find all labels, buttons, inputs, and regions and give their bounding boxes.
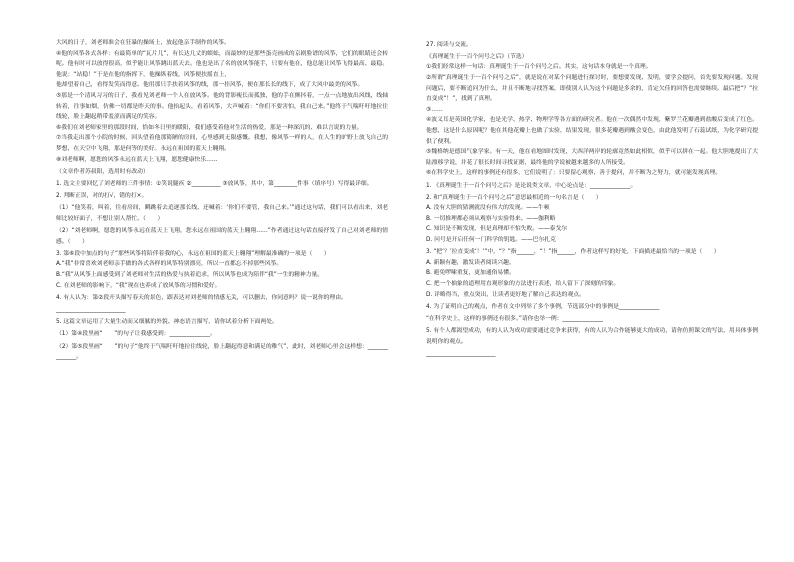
- right-option-18: D. 详略得当，重点突出，让读者更好地了解自己表达的观点。: [426, 291, 585, 298]
- right-option-10: A. 没有大胆的猜测就没有伟大的发现。——牛顿: [426, 205, 550, 212]
- right-question-14: 3. “把‘？’拉直变成‘！’”中，“？”指______，“！”指______，作者这样写的好处，下面描述最恰当的一项是（ ）: [426, 249, 720, 256]
- right-title-1: 《真理诞生于一百个问号之后》（节选）: [426, 53, 528, 60]
- right-passage-5: ④波义耳是英国化学家，也是光学、热学、物理学等各方面的研究者。他在一次偶然中发现，紫罗兰花瓣遇到盐酸后变成了红色。他想，这是什么原因呢？他在其他花瓣上也做了实验，结果发现，很多花瓣遇到酸会变色，由此他发明了石蕊试纸，为化学研究提供了便利。: [426, 117, 758, 145]
- left-question-18: 5. 这篇文章运用了大量生动而又细腻的外貌、神态语言描写，请你试着分析下面两处。: [56, 319, 278, 326]
- right-heading-0: 27. 阅读与交流。: [426, 41, 472, 48]
- left-option-14: B.“我”从风筝上面感受到了刘老师对生活的热爱与执着追求，所以风筝也成为陪伴“我”一生的精神力量。: [56, 272, 324, 279]
- left-question-8: 1. 选文主要回忆了刘老师的三件事情：①笑说腿疾 ②__________ ③放风筝，其中，第________件事（填序号）写得最详细。: [56, 180, 373, 187]
- right-passage-4: ③……: [426, 106, 443, 113]
- left-passage-3: ⑤那是一个清风习习的日子，我看见刘老师一个人在放风筝。他的背影瘦长而孤独，他的手在颤抖着，一点一点地放出风线，线轴转着，往事如烟，仿佛一切都是昨天的事。他抬起头，看着风筝，大声喊着：“你们不要害怕，我自己来。”他终于气喘吁吁地拉住线轮，脸上翻起稍带羞涩而满足的笑容。: [56, 92, 388, 121]
- left-passage-6: ⑧刘老师啊，愿您的风筝永远在蓝天上飞翔，愿您健康快乐……: [56, 156, 218, 163]
- left-source-7: （文章作者苏叔阳，选用时有改动）: [56, 168, 149, 175]
- right-question-8: 1. 《真理诞生于一百个问号之后》是论说类文章，中心论点是：______________。: [426, 182, 637, 189]
- left-question-19: （1）第④段里画“ ”的句子让我感受到：______________。: [56, 331, 216, 338]
- left-question-9: 2. 判断正误，对的打√，错的打×。: [56, 193, 148, 200]
- left-question-12: 3. 第⑥段中加点的句子“那些风筝将陪伴着我的心，永远在祖国的蓝天上翱翔”理解最准确的一项是（ ）: [56, 250, 330, 257]
- left-passage-2: 他却望着自己，看得发笑而得意。他用那只手扶着风筝的线，那一挂风筝，便在那长长的线下，成了大风中最美的风筝。: [56, 82, 364, 89]
- right-option-15: A. 新颖有趣，激发读者阅读兴趣。: [426, 259, 515, 266]
- left-passage-0: 大风的日子，刘老师准会在狂暴的操场上，放起他亲手制作的风筝。: [56, 40, 230, 46]
- left-passage-1: ④他的风筝各式各样：有最简单的“瓦片儿”，有长达几丈的蜈蚣，而最妙的是那些蛋壳画成的京剧脸谱的风筝，它们的眼睛还会转呢。他有时可以放得很高，似乎能让风筝跳出蓝天去。他也是出了名的放风筝能手，只要有他在，他总能让风筝飞得最高、最稳。他说：“站稳！”于是在他的指挥下，他操纵着线，风筝便扶摇直上，: [56, 50, 388, 78]
- left-column: [56, 38, 388, 363]
- right-option-11: B. 一切推理都必须从观察与实验得来。——伽利略: [426, 215, 556, 222]
- right-option-13: D. 问号是开启任何一门科学的钥匙。——巴尔扎克: [426, 237, 556, 244]
- left-question-20: （2）第⑤段里画“ ”的句子“他终于气喘吁吁地拉住线轮，脸上翻起得意和满足的稚气”，此时，刘老师心里会这样想：______________。: [56, 343, 388, 361]
- left-blank-17: ________________________: [56, 307, 126, 313]
- right-column: [426, 38, 758, 360]
- right-blank-22: ________________________: [426, 350, 496, 357]
- left-question-11: （2）“刘老师啊，愿您的风筝永远在蓝天上飞翔，您永远在祖国的蓝天上翱翔……”作者通过这句话直接抒发了自己对刘老师的情感。（ ）: [56, 228, 388, 245]
- right-option-17: C. 把一个抽象的道理用直观形象的方法进行表述，给人留下了深刻的印象。: [426, 281, 620, 288]
- left-passage-4: ⑥我们在刘老师家里的那段时间，恰如冬日里的暖阳，我们感受着他对生活的热爱，那是一种深沉的、难以言说的力量。: [56, 124, 363, 131]
- right-option-16: B. 避免啰嗦重复，更加通俗易懂。: [426, 270, 515, 277]
- left-passage-5: ⑦当我走出那个小院的时候，回头望着他那简陋的房间，心里感到无限感慨。我想，像风筝一样的人，在人生的旷野上放飞自己的梦想，在天空中飞翔，那是何等的美好。永远在祖国的蓝天上翱翔。: [56, 135, 388, 152]
- right-passage-7: ⑥在科学史上，这样的事例还有很多，它们说明了：只要留心观察，善于提问，并不断为之努力，就可能发现真理。: [426, 170, 722, 177]
- right-passage-2: ①我们经常这样一句话：真理诞生于一百个问号之后。其实，这句话本身就是一个真理。: [426, 64, 652, 71]
- right-passage-6: ⑤魏格纳是德国气象学家。有一天，他在看地图时发现，大西洋两岸的轮廓竟然如此相似，似乎可以拼在一起。他大胆地提出了大陆漂移学说，并花了很长时间寻找证据，最终他的学说被越来越多的人所接受。: [426, 149, 758, 166]
- right-question-20: “在科学史上，这样的事例还有很多。”请你也举一例：______________: [426, 316, 604, 322]
- left-question-16: 4. 有人认为：第②段开头描写春天的景色，跟表达对刘老师的情感无关，可以删去，你同意吗？说一说你的理由。: [56, 294, 347, 301]
- right-option-12: C. 知识是不断发现，但是真理却不怕失败。——泰戈尔: [426, 226, 568, 233]
- left-option-15: C. 在刘老师的影响下，“我”现在也养成了放风筝的习惯和爱好。: [56, 282, 221, 289]
- right-question-19: 4. 为了证明自己的观点，作者在文中列举了多个事例，节选部分中的事例是______________: [426, 303, 660, 310]
- right-passage-3: ②所谓“真理诞生于一百个问号之后”，就是说在对某个问题进行探讨时，要想要发现、发明，要学会提问，首先要发现问题。发现问题后，要不断追问为什么，并且不断地寻找答案，即使别人认为这个问题是多余的，肯定欠佳的回答也需要继续。最后把“？”拉直变成“！”，找到了真理。: [426, 74, 758, 103]
- right-question-21: 5. 有个人都渴望成功，有的人认为成功需要通过竞争来获得，有的人认为合作能够更大的成功，请你仿照课文的写法，用具体事例说明你的观点。: [426, 328, 759, 345]
- left-question-10: （1）“他笑着，叫着，往看房间，瞬跳着去追逐那长线，还喊着：‘你们不要管，我自己来。’”通过这句话，我们可以看出来，刘老师比较好面子，不想让别人帮忙。（ ）: [56, 205, 388, 222]
- right-question-9: 2. 和“真理诞生于一百个问号之后”意思最相近的一句名言是（ ）: [426, 194, 602, 201]
- left-option-13: A.“我”非常喜欢刘老师亲手做的各式各样的风筝特别漂亮，所以一直都忘不掉那些风筝。: [56, 261, 283, 268]
